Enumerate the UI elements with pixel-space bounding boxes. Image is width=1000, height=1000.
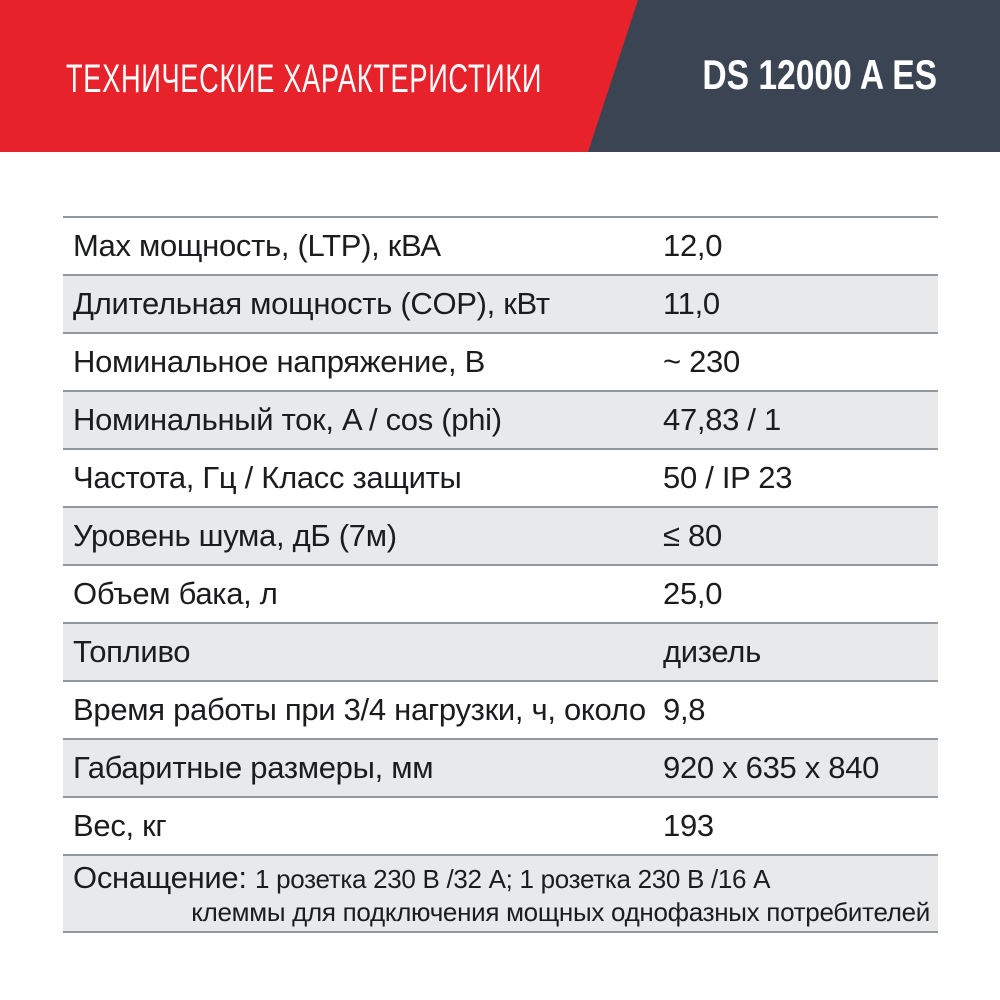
spec-table [63,216,938,933]
spec-label: Номинальный ток, A / cos (phi) [73,402,502,437]
equipment-sockets-text: 1 розетка 230 В /32 А; 1 розетка 230 В /16 А [255,864,771,894]
spec-row [63,450,938,508]
spec-row [63,682,938,740]
spec-label: Габаритные размеры, мм [73,750,434,785]
spec-label: Время работы при 3/4 нагрузки, ч, около [73,692,646,727]
spec-row [63,798,938,856]
spec-value: 920 x 635 x 840 [663,750,880,785]
equipment-row [63,856,938,933]
spec-value: 193 [663,808,714,843]
spec-row [63,566,938,624]
header-banner [0,0,1000,152]
equipment-line-1 [73,861,930,896]
spec-label: Уровень шума, дБ (7м) [73,518,397,553]
spec-label: Топливо [73,634,191,669]
spec-row [63,218,938,276]
model-name: DS 12000 A ES [702,51,938,98]
equipment-label: Оснащение: [73,860,247,895]
page-title: ТЕХНИЧЕСКИЕ ХАРАКТЕРИСТИКИ [66,57,543,101]
spec-label: Частота, Гц / Класс защиты [73,460,462,495]
spec-value: 12,0 [663,228,723,263]
spec-row [63,276,938,334]
equipment-terminals-text: клеммы для подключения мощных однофазных потребителей [191,897,930,927]
spec-label: Max мощность, (LTP), кВА [73,228,441,263]
spec-value: дизель [663,634,761,669]
spec-value: 25,0 [663,576,723,611]
spec-row [63,740,938,798]
spec-table-rows [63,218,938,856]
spec-value: ~ 230 [663,344,740,379]
spec-row [63,334,938,392]
spec-row [63,624,938,682]
spec-value: 50 / IP 23 [663,460,793,495]
spec-label: Длительная мощность (COP), кВт [73,286,550,321]
spec-value: 9,8 [663,692,706,727]
model-name-container [690,0,950,150]
spec-value: 11,0 [663,286,720,321]
spec-row [63,508,938,566]
spec-label: Номинальное напряжение, В [73,344,485,379]
spec-label: Объем бака, л [73,576,278,611]
spec-row [63,392,938,450]
spec-value: 47,83 / 1 [663,402,781,437]
spec-value: ≤ 80 [663,518,722,553]
spec-label: Вес, кг [73,808,167,843]
